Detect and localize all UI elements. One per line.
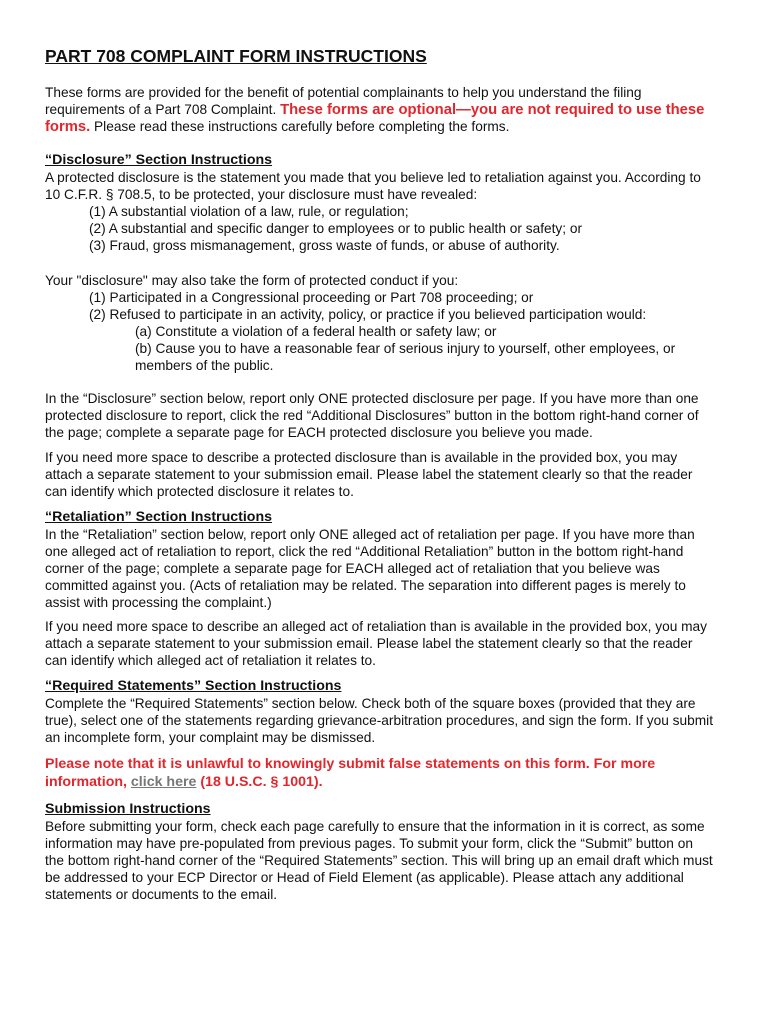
disclosure-section bbox=[45, 152, 725, 254]
required-statements-heading: “Required Statements” Section Instructions bbox=[45, 678, 342, 694]
text-line: If you need more space to describe a protected disclosure than is available in the provided box, you may bbox=[45, 450, 678, 465]
warning-line bbox=[45, 773, 725, 791]
intro-text: requirements of a Part 708 Complaint. bbox=[45, 102, 281, 117]
conduct-paragraph bbox=[45, 272, 725, 374]
disclosure-paragraph bbox=[45, 390, 725, 441]
list-item: (1) Participated in a Congressional proceeding or Part 708 proceeding; or bbox=[89, 290, 534, 305]
text-line: true), select one of the statements regarding grievance-arbitration procedures, and sign the form. If you submit bbox=[45, 713, 713, 728]
text-line: Your "disclosure" may also take the form of protected conduct if you: bbox=[45, 273, 459, 288]
text-line: the bottom right-hand corner of the “Required Statements” section. This will bring up an email draft which must bbox=[45, 853, 713, 868]
list-subitem: members of the public. bbox=[135, 358, 274, 373]
list-item: (3) Fraud, gross mismanagement, gross waste of funds, or abuse of authority. bbox=[89, 238, 560, 253]
disclosure-heading: “Disclosure” Section Instructions bbox=[45, 152, 273, 168]
text-line: Complete the “Required Statements” section below. Check both of the square boxes (provided that they are bbox=[45, 696, 696, 711]
text-line: protected disclosure to report, click the red “Additional Disclosures” button in the bottom right-hand corner of bbox=[45, 408, 699, 423]
text-line: If you need more space to describe an alleged act of retaliation than is available in the provided box, you may bbox=[45, 619, 707, 634]
intro-text: Please read these instructions carefully before completing the forms. bbox=[90, 119, 510, 134]
text-line: statements or documents to the email. bbox=[45, 887, 278, 902]
text-line: an incomplete form, your complaint may be dismissed. bbox=[45, 730, 376, 745]
text-line: the page; complete a separate page for EACH protected disclosure you believe you made. bbox=[45, 425, 593, 440]
warning-text: (18 U.S.C. § 1001). bbox=[196, 774, 323, 790]
text-line: 10 C.F.R. § 708.5, to be protected, your disclosure must have revealed: bbox=[45, 187, 478, 202]
retaliation-section bbox=[45, 509, 725, 611]
text-line: corner of the page; complete a separate page for EACH alleged act of retaliation that you believe was bbox=[45, 561, 660, 576]
text-line: can identify which protected disclosure it relates to. bbox=[45, 484, 354, 499]
text-line: A protected disclosure is the statement you made that you believe led to retaliation against you. According to bbox=[45, 170, 701, 185]
text-line: committed against you. (Acts of retaliation may be related. The separation into different pages is merely to bbox=[45, 578, 686, 593]
text-line: In the “Disclosure” section below, report only ONE protected disclosure per page. If you have more than one bbox=[45, 391, 699, 406]
list-item: (2) Refused to participate in an activity, policy, or practice if you believed participation would: bbox=[89, 307, 647, 322]
list-subitem: (a) Constitute a violation of a federal health or safety law; or bbox=[135, 324, 497, 339]
text-line: These forms are provided for the benefit of potential complainants to help you understand the filing bbox=[45, 85, 642, 100]
list-subitem: (b) Cause you to have a reasonable fear of serious injury to yourself, other employees, or bbox=[135, 341, 676, 356]
retaliation-heading: “Retaliation” Section Instructions bbox=[45, 509, 273, 525]
page-title: PART 708 COMPLAINT FORM INSTRUCTIONS bbox=[45, 46, 427, 66]
text-line: attach a separate statement to your submission email. Please label the statement clearly so that the reader bbox=[45, 467, 693, 482]
text-line: Before submitting your form, check each page carefully to ensure that the information in it is correct, as some bbox=[45, 819, 705, 834]
warning-line: Please note that it is unlawful to knowingly submit false statements on this form. For more bbox=[45, 756, 656, 772]
click-here-link[interactable]: click here bbox=[130, 774, 197, 790]
list-item: (1) A substantial violation of a law, rule, or regulation; bbox=[89, 204, 409, 219]
warning-text: information, bbox=[45, 774, 131, 790]
optional-notice: These forms are optional—you are not required to use these bbox=[280, 102, 705, 118]
text-line: be addressed to your ECP Director or Head of Field Element (as applicable). Please attach any additional bbox=[45, 870, 684, 885]
retaliation-space-paragraph bbox=[45, 618, 725, 669]
false-statement-warning bbox=[45, 755, 725, 791]
text-line bbox=[45, 101, 725, 118]
text-line: assist with processing the complaint.) bbox=[45, 595, 272, 610]
intro-paragraph bbox=[45, 84, 725, 135]
text-line: information may have pre-populated from previous pages. To submit your form, click the “Submit” button on bbox=[45, 836, 693, 851]
text-line: one alleged act of retaliation to report, click the red “Additional Retaliation” button in the bottom right-hand bbox=[45, 544, 684, 559]
text-line: In the “Retaliation” section below, report only ONE alleged act of retaliation per page. If you have more than bbox=[45, 527, 695, 542]
submission-section bbox=[45, 801, 725, 903]
text-line: can identify which alleged act of retaliation it relates to. bbox=[45, 653, 376, 668]
text-line bbox=[45, 118, 725, 135]
required-statements-section bbox=[45, 678, 725, 746]
optional-notice: forms. bbox=[45, 119, 91, 135]
list-item: (2) A substantial and specific danger to employees or to public health or safety; or bbox=[89, 221, 583, 236]
disclosure-space-paragraph bbox=[45, 449, 725, 500]
text-line: attach a separate statement to your submission email. Please label the statement clearly so that the reader bbox=[45, 636, 693, 651]
submission-heading: Submission Instructions bbox=[45, 801, 211, 817]
